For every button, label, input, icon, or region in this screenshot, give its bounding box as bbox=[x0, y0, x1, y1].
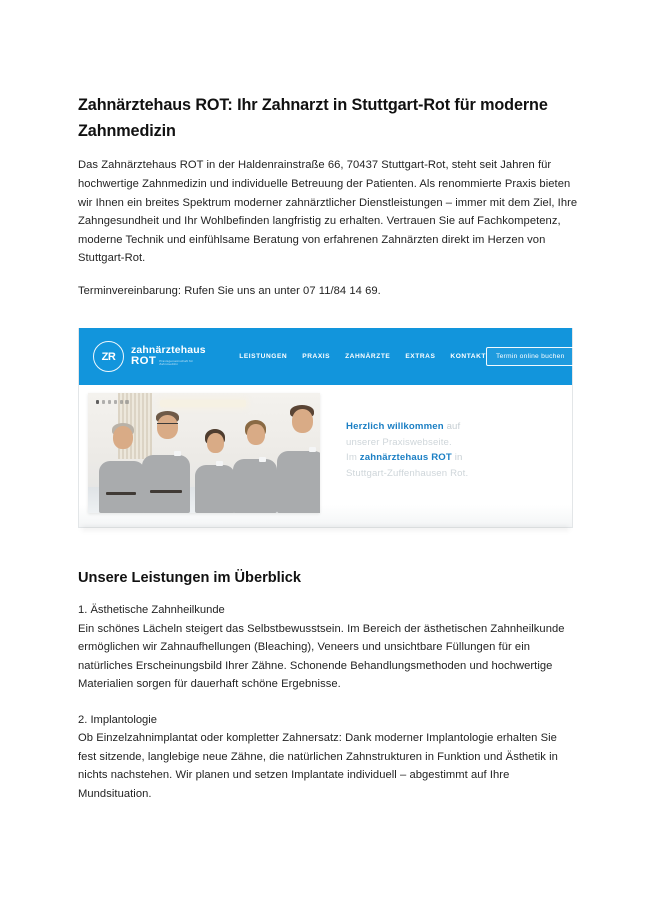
carousel-dots[interactable] bbox=[96, 400, 129, 403]
photo-glasses-icon bbox=[157, 423, 178, 427]
photo-person-2 bbox=[138, 411, 194, 513]
service-2-heading: 2. Implantologie bbox=[78, 713, 157, 726]
hero-welcome-text bbox=[320, 393, 563, 513]
hero-line-3-strong: zahnärztehaus ROT bbox=[359, 452, 452, 464]
nav-item-leistungen[interactable]: LEISTUNGEN bbox=[239, 353, 288, 361]
hero-line-1-rest: auf bbox=[443, 421, 461, 433]
carousel-dot-2[interactable] bbox=[102, 400, 105, 403]
service-item-1 bbox=[78, 601, 578, 694]
nav-item-extras[interactable]: EXTRAS bbox=[405, 353, 436, 361]
site-logo[interactable] bbox=[93, 341, 211, 372]
intro-paragraph: Das Zahnärztehaus ROT in der Haldenrainstraße 66, 70437 Stuttgart-Rot, steht seit Jahren für hochwertige Zahnmedizin und individuelle Betreuung der Patienten. Als renommierte Praxis bieten wir Ihnen ein breites Spektrum moderner zahnärztlicher Dienstleistungen – immer mit dem Ziel, Ihre Zahngesundheit und Ihr Wohlbefinden langfristig zu erhalten. Vertrauen Sie auf Fachkompetenz, moderne Technik und einfühlsame Beratung von erfahrenen Zahnärzten direkt im Herzen von Stuttgart-Rot. bbox=[78, 159, 578, 265]
nav-item-kontakt[interactable]: KONTAKT bbox=[450, 353, 486, 361]
service-1-text: Ein schönes Lächeln steigert das Selbstbewusstsein. Im Bereich der ästhetischen Zahnheilkunde ermöglichen wir Zahnaufhellungen (Bleaching), Veneers und unsichtbare Füllungen für ein natürliches Erscheinungsbild Ihrer Zähne. Schonende Behandlungsmethoden und hochwertige Materialien sorgen für dauerhaft schöne Ergebnisse. bbox=[78, 622, 565, 691]
carousel-dot-5[interactable] bbox=[120, 400, 123, 403]
photo-ceiling-lamp bbox=[160, 400, 246, 407]
appointment-line: Terminvereinbarung: Rufen Sie uns an unter 07 11/84 14 69. bbox=[78, 284, 381, 297]
hero-line-3-pre: Im bbox=[346, 452, 360, 464]
hero-section bbox=[79, 385, 572, 527]
site-navigation bbox=[239, 353, 486, 360]
service-2-text: Ob Einzelzahnimplantat oder kompletter Zahnersatz: Dank moderner Implantologie erhalten Sie fest sitzende, langlebige neue Zähne, die natürlichen Zahnstrukturen in Funktion und Ästhetik in nichts nachstehen. Wir planen und setzen Implantate individuell – abgestimmt auf Ihre Mundsituation. bbox=[78, 732, 558, 800]
hero-line-1-strong: Herzlich willkommen bbox=[346, 421, 444, 433]
carousel-dot-4[interactable] bbox=[114, 400, 117, 403]
book-appointment-button[interactable]: Termin online buchen bbox=[486, 347, 575, 366]
service-item-2 bbox=[78, 711, 578, 804]
website-screenshot bbox=[78, 328, 573, 528]
carousel-dot-6[interactable] bbox=[125, 400, 128, 403]
nav-item-zahnaerzte[interactable]: ZAHNÄRZTE bbox=[345, 353, 391, 361]
team-photo bbox=[88, 393, 320, 513]
hero-line-2: unserer Praxiswebseite. bbox=[346, 436, 452, 448]
logo-monogram-icon: ZR bbox=[93, 341, 124, 372]
logo-name-line1: zahnärztehaus bbox=[131, 344, 206, 356]
page-title: Zahnärztehaus ROT: Ihr Zahnarzt in Stuttgart-Rot für moderne Zahnmedizin bbox=[78, 96, 548, 141]
site-header bbox=[79, 328, 572, 385]
services-section bbox=[78, 568, 578, 803]
photo-person-5 bbox=[273, 405, 320, 513]
hero-line-4: Stuttgart-Zuffenhausen Rot. bbox=[346, 467, 469, 479]
screenshot-shadow bbox=[82, 526, 569, 531]
hero-line-1 bbox=[346, 419, 557, 435]
logo-name-line2: ROT bbox=[131, 355, 157, 368]
carousel-dot-1[interactable] bbox=[96, 400, 99, 403]
nav-item-praxis[interactable]: PRAXIS bbox=[302, 353, 331, 361]
hero-line-3-post: in bbox=[451, 452, 463, 464]
carousel-dot-3[interactable] bbox=[108, 400, 111, 403]
service-1-heading: 1. Ästhetische Zahnheilkunde bbox=[78, 604, 225, 617]
logo-tagline: Praxisgemeinschaft für Zahnmedizin bbox=[159, 359, 193, 367]
services-heading: Unsere Leistungen im Überblick bbox=[78, 570, 302, 587]
hero-line-3 bbox=[346, 450, 557, 466]
logo-wordmark bbox=[131, 346, 211, 368]
